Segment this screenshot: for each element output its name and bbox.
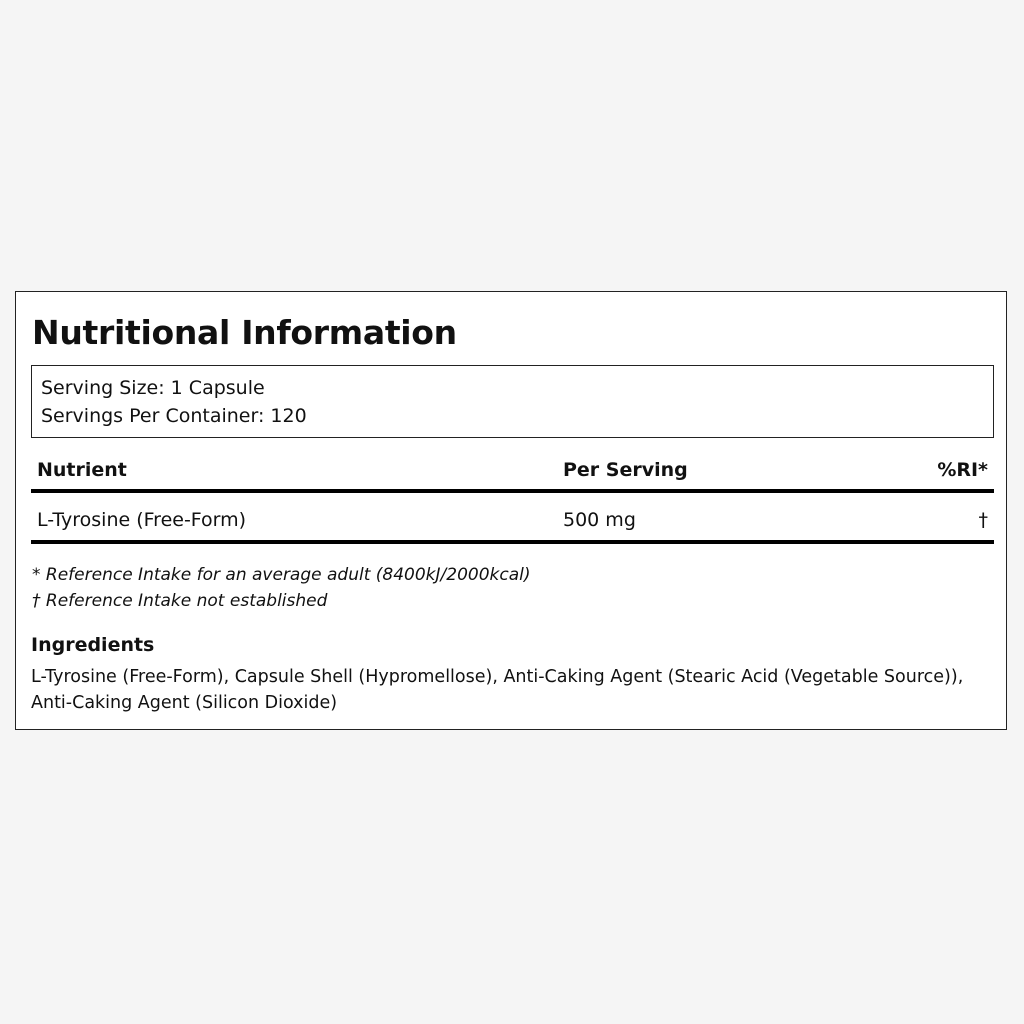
ingredients-list: L-Tyrosine (Free-Form), Capsule Shell (Hypromellose), Anti-Caking Agent (Stearic Acid (Vegetable Source)), Anti-Caking Agent (Silicon Dioxide) — [31, 667, 964, 713]
header-per-serving: Per Serving — [563, 459, 688, 481]
nutrient-table — [31, 452, 994, 544]
serving-size: Serving Size: 1 Capsule — [41, 377, 265, 399]
footnotes — [32, 562, 531, 614]
footnote-not-established: † Reference Intake not established — [32, 591, 328, 611]
servings-per-container: Servings Per Container: 120 — [41, 405, 307, 427]
row-per-serving: 500 mg — [563, 509, 636, 531]
table-header-row — [31, 452, 994, 493]
footnote-reference-intake: * Reference Intake for an average adult (8400kJ/2000kcal) — [32, 565, 531, 585]
header-nutrient: Nutrient — [37, 459, 127, 481]
nutrition-panel — [15, 291, 1007, 730]
row-ri: † — [978, 509, 988, 531]
serving-info-box — [31, 365, 994, 438]
row-nutrient: L-Tyrosine (Free-Form) — [37, 509, 247, 531]
ingredients-heading: Ingredients — [31, 634, 155, 656]
header-ri: %RI* — [937, 459, 988, 481]
table-row — [31, 493, 994, 544]
panel-title: Nutritional Information — [32, 313, 457, 352]
